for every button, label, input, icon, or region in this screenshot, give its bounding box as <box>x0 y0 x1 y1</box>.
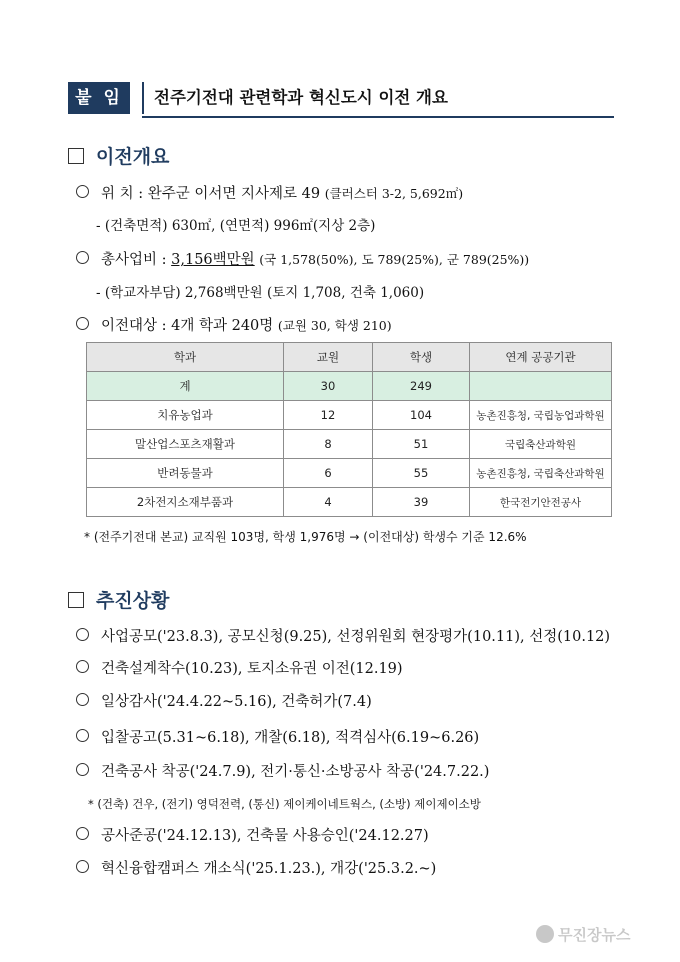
circle-bullet-icon <box>76 660 89 673</box>
header-divider <box>142 82 144 114</box>
school-burden-line: - (학교자부담) 2,768백만원 (토지 1,708, 건축 1,060) <box>96 285 425 301</box>
location-line: 위 치 : 완주군 이서면 지사제로 49 (클러스터 3-2, 5,692㎡) <box>76 182 463 203</box>
circle-bullet-icon <box>76 628 89 641</box>
progress-item: 일상감사('24.4.22~5.16), 건축허가(7.4) <box>76 690 372 711</box>
target-line: 이전대상 : 4개 학과 240명 (교원 30, 학생 210) <box>76 314 392 335</box>
table-row: 말산업스포츠재활과 8 51 국립축산과학원 <box>87 430 612 459</box>
header-underline <box>142 116 614 118</box>
table-footnote: * (전주기전대 본교) 교직원 103명, 학생 1,976명 → (이전대상) 학생수 기준 12.6% <box>84 530 527 544</box>
progress-item: 건축설계착수(10.23), 토지소유권 이전(12.19) <box>76 657 403 678</box>
contractor-note: * (건축) 건우, (전기) 영덕전력, (통신) 제이케이네트웍스, (소방) 제이제이소방 <box>88 797 481 811</box>
table-total-row: 계 30 249 <box>87 372 612 401</box>
progress-item: 건축공사 착공('24.7.9), 전기·통신·소방공사 착공('24.7.22.) <box>76 760 489 781</box>
logo-icon <box>536 925 554 943</box>
square-bullet-icon <box>68 148 84 164</box>
circle-bullet-icon <box>76 185 89 198</box>
progress-item: 혁신융합캠퍼스 개소식('25.1.23.), 개강('25.3.2.~) <box>76 857 436 878</box>
news-watermark: 무진장뉴스 <box>536 924 630 945</box>
circle-bullet-icon <box>76 860 89 873</box>
col-org: 연계 공공기관 <box>470 343 612 372</box>
section-relocation-overview: 이전개요 <box>68 142 169 169</box>
circle-bullet-icon <box>76 251 89 264</box>
circle-bullet-icon <box>76 693 89 706</box>
circle-bullet-icon <box>76 763 89 776</box>
document-title: 전주기전대 관련학과 혁신도시 이전 개요 <box>154 88 448 107</box>
budget-line: 총사업비 : 3,156백만원 (국 1,578(50%), 도 789(25%), 군 789(25%)) <box>76 248 529 269</box>
document-header <box>68 78 612 118</box>
progress-item: 사업공모('23.8.3), 공모신청(9.25), 선정위원회 현장평가(10.11), 선정(10.12) <box>76 625 610 646</box>
table-row: 치유농업과 12 104 농촌진흥청, 국립농업과학원 <box>87 401 612 430</box>
col-faculty: 교원 <box>284 343 373 372</box>
area-line: - (건축면적) 630㎡, (연면적) 996㎡(지상 2층) <box>96 218 376 234</box>
col-dept: 학과 <box>87 343 284 372</box>
progress-item: 공사준공('24.12.13), 건축물 사용승인('24.12.27) <box>76 824 429 845</box>
section-progress: 추진상황 <box>68 586 169 613</box>
table-row: 반려동물과 6 55 농촌진흥청, 국립축산과학원 <box>87 459 612 488</box>
square-bullet-icon <box>68 592 84 608</box>
department-table <box>86 342 612 517</box>
table-header-row <box>87 343 612 372</box>
circle-bullet-icon <box>76 729 89 742</box>
progress-item: 입찰공고(5.31~6.18), 개찰(6.18), 적격심사(6.19~6.26) <box>76 726 479 747</box>
col-students: 학생 <box>373 343 470 372</box>
circle-bullet-icon <box>76 317 89 330</box>
attachment-badge: 붙 임 <box>68 82 130 114</box>
circle-bullet-icon <box>76 827 89 840</box>
table-row: 2차전지소재부품과 4 39 한국전기안전공사 <box>87 488 612 517</box>
